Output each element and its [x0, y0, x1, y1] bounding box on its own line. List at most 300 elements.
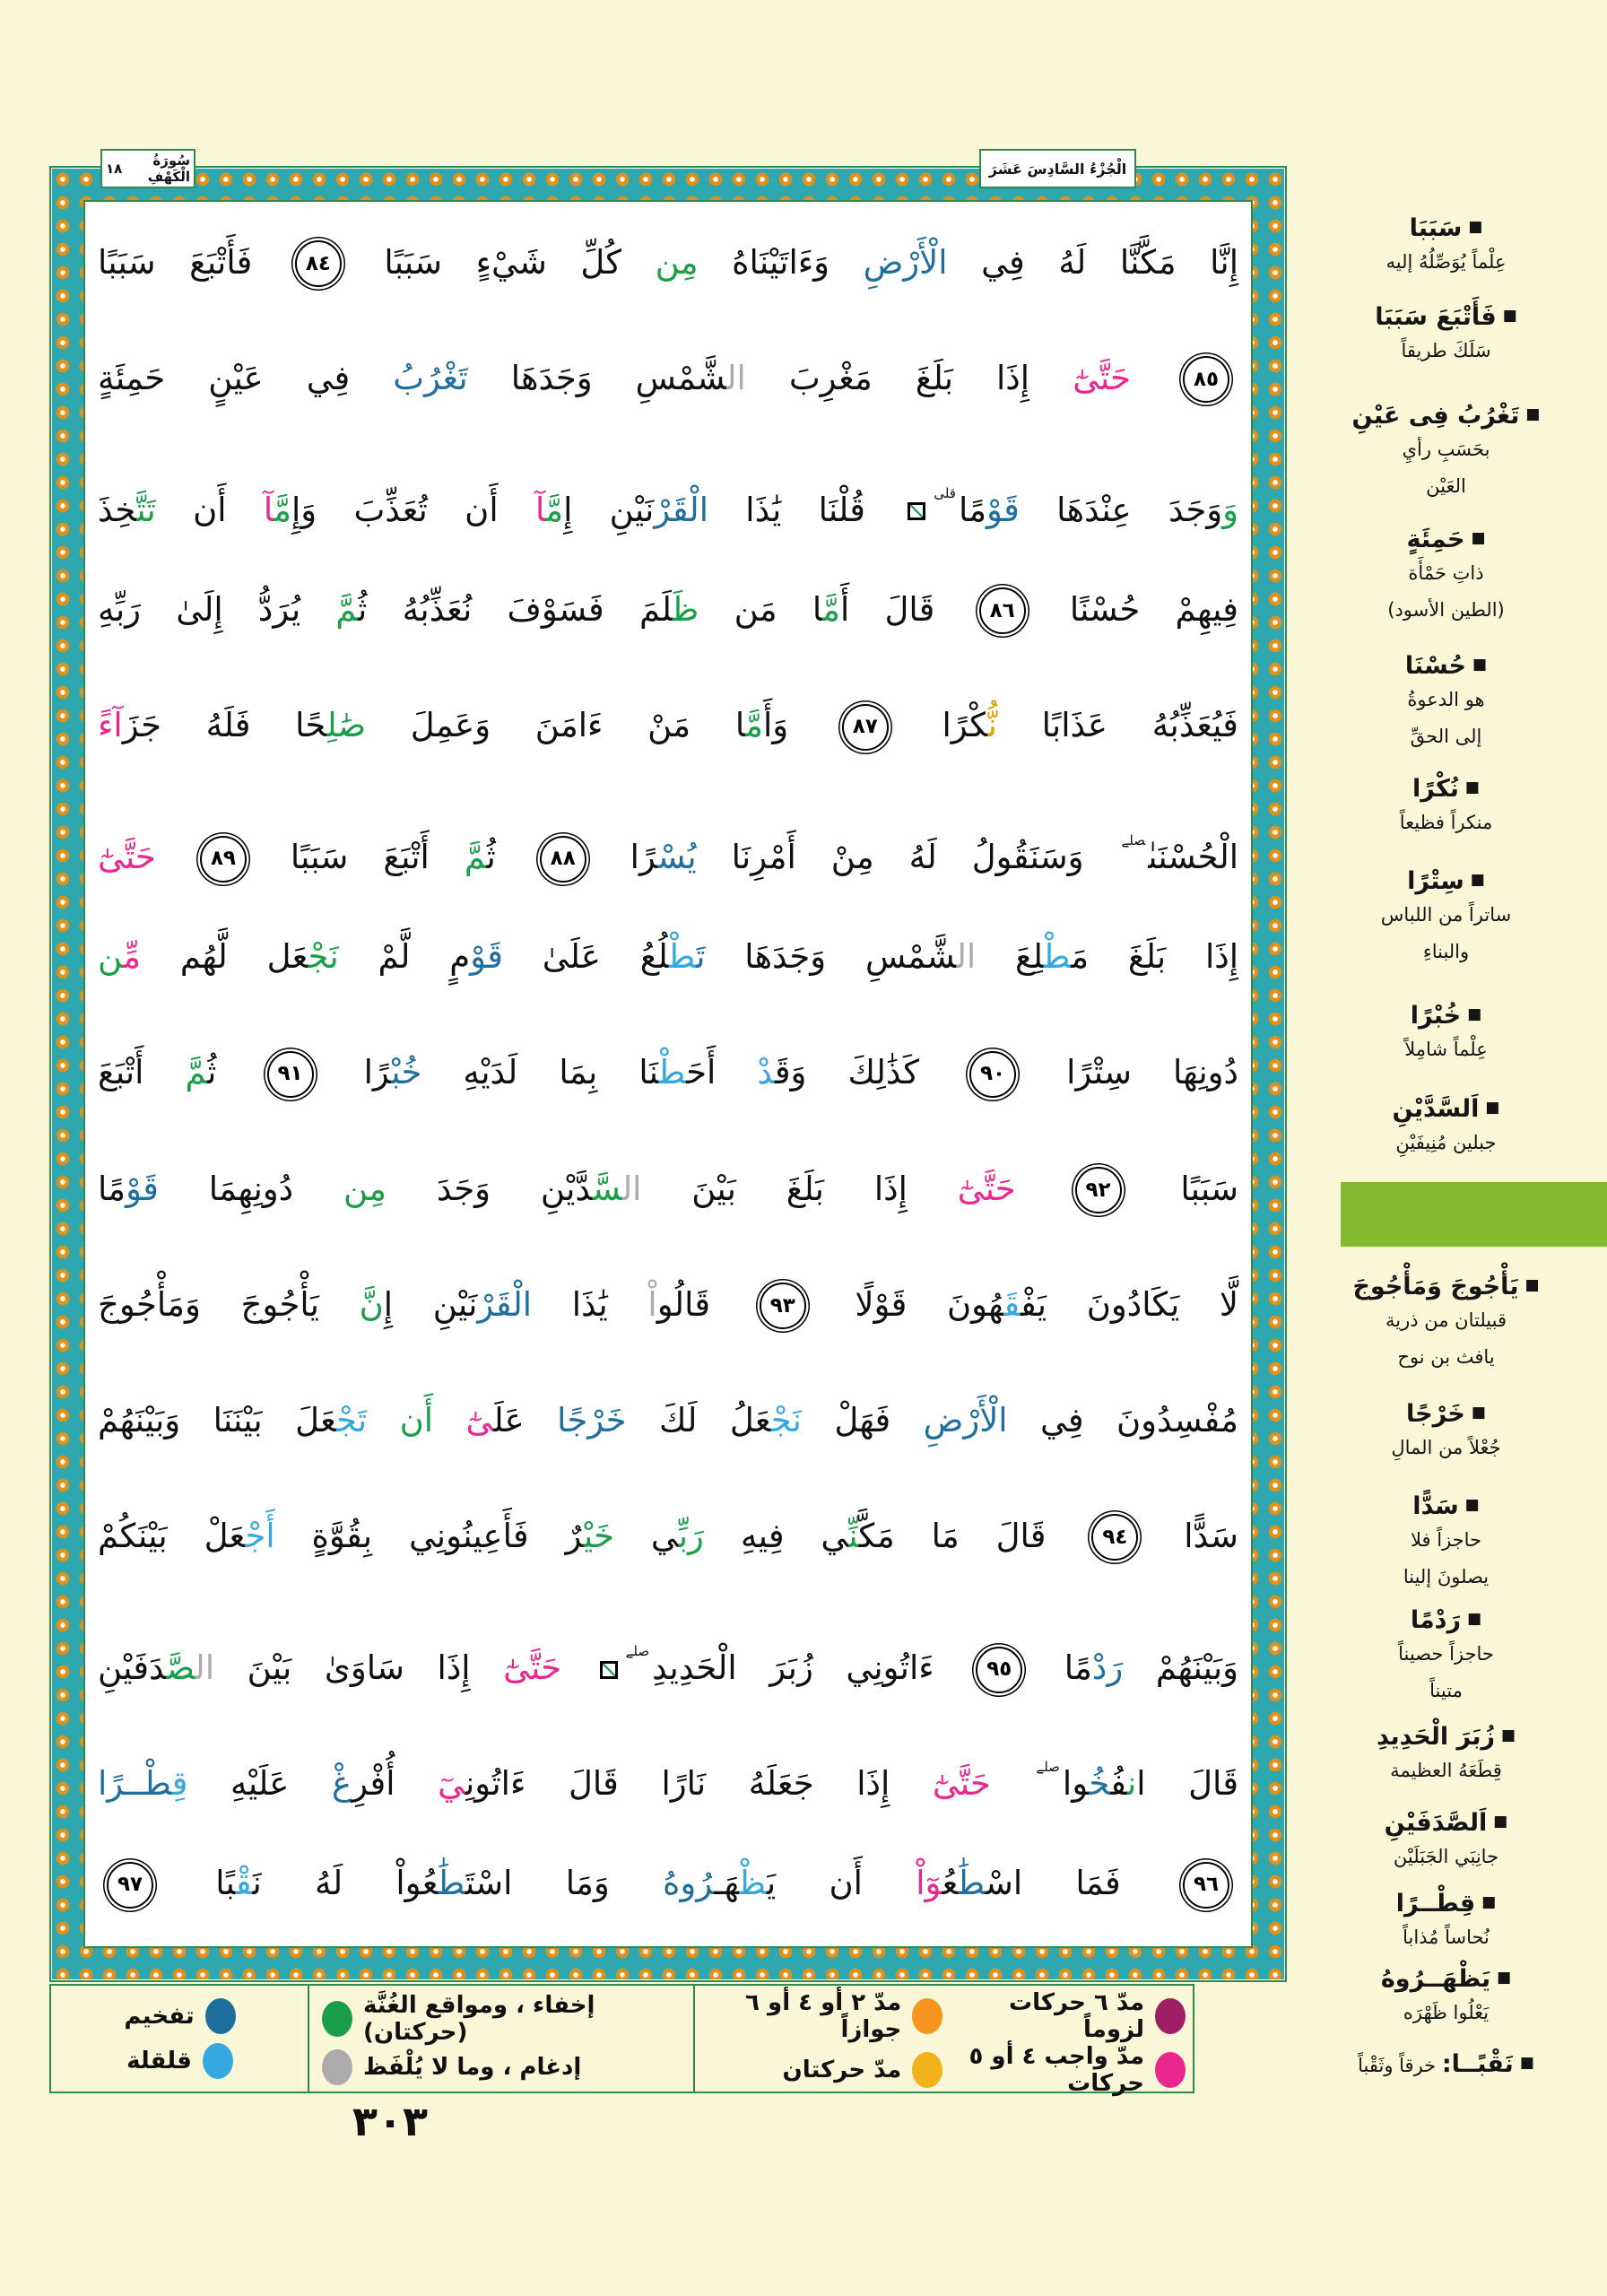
page-number: ٣٠٣ — [352, 2097, 429, 2145]
quran-text-segment — [991, 1764, 1034, 1803]
quran-line — [98, 438, 1238, 552]
juz-title: الْجُزْءُ السَّادِسَ عَشَرَ — [988, 160, 1127, 178]
square-bullet-icon: ■ — [1471, 529, 1486, 547]
quran-text-segment: نَجْ — [770, 1400, 802, 1439]
legend-label: تفخيم — [124, 2003, 195, 2030]
quran-text-segment: تَغْرُبُ — [393, 358, 468, 397]
quran-text-segment: قَالَ مَا مَكَّ — [858, 1516, 1083, 1555]
quran-text-segment: قَالَ ا — [1136, 1764, 1238, 1804]
quran-text-segment: مَّ — [464, 838, 487, 877]
margin-note-definition: العَيْن — [1426, 474, 1466, 497]
legend-row — [59, 1998, 300, 2034]
quran-text-segment: لَمَ فَسَوْفَ نُعَذِّبُهُ ثُ — [358, 589, 673, 629]
margin-note — [1291, 1808, 1601, 1875]
pause-mark: قلى — [934, 484, 956, 501]
quran-text-segment: غْ — [332, 1764, 352, 1804]
ayah-number-badge: ٩٢ — [1075, 1167, 1122, 1213]
ayah-number-badge: ٨٤ — [295, 240, 342, 287]
quran-text-segment: مِن — [343, 1169, 387, 1208]
quran-text-segment: أَحَ — [686, 1053, 758, 1092]
margin-note — [1291, 1722, 1601, 1789]
quran-text-segment: ن — [98, 937, 124, 977]
quran-text-segment: طْ — [1043, 937, 1072, 977]
quran-text-segment: قَوْ — [470, 937, 503, 977]
margin-note-definition: حاجزاً حصيناً — [1398, 1642, 1494, 1665]
margin-note — [1291, 1964, 1601, 2031]
quran-text-segment: كَذَٰلِكَ وَقَ — [774, 1053, 961, 1092]
ayah-number-badge: ٨٧ — [842, 704, 889, 751]
quran-text-segment: مٍ لَّمْ — [338, 937, 471, 977]
quran-text-segment: الْحُسْنَىٰ — [1148, 838, 1238, 877]
quran-text-segment: قَالُو — [656, 1284, 751, 1324]
quran-text-segment: أُفْرِ — [352, 1764, 439, 1804]
margin-note-definition: جبلين مُنِيفَيْنِ — [1395, 1131, 1497, 1153]
quran-text-segment: آءً — [98, 706, 123, 745]
quran-text-segment: دَفَيْنِ — [98, 1648, 167, 1688]
margin-note-term: ■نَقْبًــا: خرقاً وثَقْباً — [1358, 2050, 1534, 2078]
quran-text-segment: حَتَّىٰٓ — [1073, 358, 1131, 397]
quran-text-segment: ىٰٓ — [465, 1400, 494, 1439]
quran-text-segment: عُ — [942, 1864, 959, 1903]
quran-text-segment: فَأَتْبَعَ سَبَبًا — [98, 242, 286, 282]
quran-line — [98, 669, 1238, 784]
quran-text-segment: يٓ — [438, 1764, 465, 1804]
margin-note-definition: ساتراً من اللباس — [1380, 903, 1512, 926]
quran-text-segment: مَّ — [545, 490, 564, 529]
legend-label: قلقلة — [126, 2048, 192, 2074]
quran-text-segment: فِي عَيْنٍ حَمِئَةٍ — [98, 358, 394, 397]
margin-note-term: ■سَبَبَا — [1409, 214, 1483, 242]
quran-text-segment: هُونَ قَوْلًا — [814, 1284, 1004, 1324]
pause-mark: صلے — [1036, 1759, 1060, 1776]
margin-note-term: ■اَلسَّدَّيْنِ — [1392, 1095, 1500, 1123]
legend-row — [702, 1989, 1186, 2043]
quran-text-segment: الْقَرْ — [477, 1284, 533, 1324]
hizb-square-mark — [908, 502, 925, 520]
margin-note-definition: متيناً — [1429, 1679, 1463, 1701]
quran-text-segment: خَيْ — [583, 1516, 614, 1555]
ayah-number-badge: ٩١ — [267, 1051, 314, 1098]
quran-text-segment: مَّ — [274, 490, 291, 529]
margin-note-definition: جُعْلاً من المالِ — [1391, 1436, 1501, 1458]
quran-line — [98, 1248, 1238, 1363]
margin-note-definition: سَلَكَ طريقاً — [1401, 339, 1491, 361]
margin-note-definition: عِلْماً شامِلاً — [1404, 1038, 1488, 1060]
legend-row — [59, 2043, 300, 2079]
quran-text-segment: كْرًا — [897, 706, 988, 745]
quran-text-segment: آ — [534, 490, 546, 529]
quran-text-segment: ءَاتُونِي زُبَرَ الْحَدِيدِ — [652, 1648, 968, 1688]
quran-text-segment: قُلْنَا يَٰذَا — [708, 490, 903, 529]
margin-note — [1291, 1001, 1601, 1068]
quran-text-segment: إِذَا جَعَلَهُ نَارًا قَالَ ءَاتُونِ — [465, 1764, 933, 1804]
quran-text-segment: رَبِّ — [678, 1516, 704, 1555]
square-bullet-icon: ■ — [1485, 1099, 1500, 1117]
ornamental-border-frame — [49, 166, 1287, 1982]
margin-note-term: ■سِتْرًا — [1407, 867, 1485, 895]
ayah-number-badge: ٨٦ — [979, 587, 1026, 634]
legend-row — [702, 2043, 1186, 2097]
square-bullet-icon: ■ — [1525, 405, 1541, 423]
ayah-number-badge: ٩٥ — [976, 1647, 1022, 1693]
legend-color-dot — [912, 2052, 942, 2088]
margin-note-definition: (الطين الأسود) — [1387, 598, 1505, 621]
legend-color-dot — [1155, 1998, 1186, 2034]
margin-note — [1291, 525, 1601, 629]
legend-label: مدّ حركتان — [782, 2057, 902, 2083]
quran-text-segment: ال — [726, 358, 746, 397]
margin-note-term: ■نُكْرًا — [1412, 775, 1480, 803]
square-bullet-icon: ■ — [1468, 218, 1483, 236]
quran-text-segment: الْأَرْضِ — [863, 242, 948, 282]
quran-line — [98, 206, 1238, 321]
margin-note — [1291, 866, 1601, 970]
surah-title: سُورَةُ الْكَهْفِ — [147, 152, 190, 185]
margin-note-term: ■خُبْرًا — [1410, 1002, 1482, 1030]
margin-note — [1291, 1272, 1601, 1376]
quran-text-segment: خَرْ — [587, 1400, 627, 1439]
quran-text-segment: طَٰ — [958, 1864, 986, 1903]
ayah-number-badge: ٨٥ — [1183, 356, 1229, 403]
quran-text-segment: دْ — [757, 1053, 775, 1092]
margin-note-term: ■رَدْمًا — [1410, 1606, 1482, 1634]
quran-text-segment: شَّمْسِ وَجَدَهَا — [705, 937, 957, 977]
quran-text-segment: هَـ — [714, 1864, 740, 1903]
quran-text-segment: أَتْبَعَ سَبَبًا — [255, 838, 465, 877]
quran-lines-container — [98, 205, 1238, 1943]
square-bullet-icon: ■ — [1464, 1496, 1480, 1514]
quran-text-segment: مَّ — [745, 706, 763, 745]
legend-row — [317, 1992, 686, 2046]
legend-item — [124, 1998, 235, 2034]
margin-note-term: ■فَأَتْبَعَ سَبَبَا — [1375, 303, 1517, 331]
ayah-number-badge: ٩٦ — [1183, 1862, 1229, 1909]
margin-note-definition: إلى الحقِّ — [1410, 725, 1482, 747]
quran-text-segment: قَالَ أَ — [839, 589, 970, 629]
quran-text-segment: وَأَ — [762, 706, 833, 745]
quran-text-segment: حَتَّىٰٓ — [932, 1764, 991, 1804]
margin-note-term: ■حُسْنَا — [1404, 652, 1488, 680]
quran-text-segment: وَ — [1222, 490, 1238, 529]
quran-text-segment: سَّ — [592, 1169, 622, 1208]
quran-text-segment: مَّ — [335, 589, 359, 629]
quran-line — [98, 1016, 1238, 1131]
margin-note-term: ■زُبَرَ الْحَدِيدِ — [1376, 1723, 1516, 1751]
quran-text-segment: وَبَيْنَهُمْ — [1123, 1648, 1238, 1688]
quran-text-segment: يُرَدُّ إِلَىٰ رَبِّهِ — [98, 589, 336, 629]
quran-text-segment: صَٰلِ — [326, 706, 366, 745]
legend-color-dot — [205, 1998, 236, 2034]
margin-note-definition: عِلْماً يُوَصِّلُهُ إليه — [1385, 250, 1507, 273]
ayah-number-badge: ٨٨ — [540, 836, 586, 883]
quran-text-segment: حَتَّىٰٓ — [957, 1169, 1016, 1208]
quran-text-segment: إِنَّا مَكَّنَّا لَهُ فِي — [947, 242, 1238, 282]
quran-text-segment: عَل لَّهُم — [141, 937, 308, 977]
legend-cell-ghunnah-idgham — [308, 1986, 693, 2092]
margin-note-definition: يصلونَ إلينا — [1403, 1565, 1490, 1587]
legend-item — [711, 2052, 943, 2088]
margin-note — [1291, 1889, 1601, 1956]
hizb-square-mark — [600, 1661, 618, 1679]
pause-mark: صلے — [1121, 832, 1146, 849]
quran-text-segment: خِذَ — [98, 490, 137, 529]
legend-cell-madd-rules — [693, 1986, 1193, 2097]
quran-text-segment: مِّ — [123, 937, 141, 977]
quran-text-segment: طَٰ — [438, 1864, 466, 1903]
quran-text-segment: مًا — [958, 490, 987, 529]
quran-text-segment: سَدًّا — [1147, 1516, 1238, 1555]
quran-text-segment: مًا — [98, 1169, 126, 1208]
legend-row — [317, 2049, 686, 2085]
margin-note-definition: منكراً فظيعاً — [1399, 811, 1493, 833]
surah-title-box — [100, 149, 195, 188]
legend-label: مدّ ٦ حركات لزوماً — [1008, 1989, 1144, 2043]
quran-text-segment: الْأَرْضِ — [923, 1400, 1008, 1439]
margin-note — [1291, 1094, 1601, 1161]
quran-text-segment: وَءَاتَيْنَاهُ — [698, 242, 864, 282]
margin-note-definition: قبيلتان من ذرية — [1385, 1309, 1507, 1331]
quran-text-segment: طْــرًا — [98, 1764, 172, 1804]
ayah-number-badge: ٩٧ — [107, 1862, 153, 1909]
square-bullet-icon: ■ — [1493, 1813, 1508, 1831]
margin-note-term: ■يَظْهَــرُوهُ — [1380, 1965, 1512, 1993]
quran-text-segment: ي — [613, 1516, 679, 1555]
quran-text-segment: قَوْ — [986, 490, 1020, 529]
quran-text-segment: نَا بِمَا لَدَيْهِ — [421, 1053, 659, 1092]
quran-text-segment: ثُ — [207, 1053, 258, 1092]
margin-note-term: ■اَلصَّدَفَيْنِ — [1384, 1809, 1508, 1837]
quran-text-segment: كُلِّ شَيْءٍ سَبَبًا — [350, 242, 656, 282]
quran-text-segment: نِّ — [848, 1516, 859, 1555]
quran-text-segment: وَسَنَقُولُ لَهُ مِنْ أَمْرِنَا — [696, 838, 1119, 877]
quran-text-segment: أَن تُعَذِّبَ وَإِ — [291, 490, 535, 529]
quran-text-segment: فَمَا اسْ — [985, 1864, 1175, 1903]
quran-text-segment: نَيْنِ إِ — [563, 490, 655, 529]
quran-text-segment: عُوا — [395, 1864, 439, 1903]
quran-text-segment: بًا — [162, 1864, 236, 1903]
quran-text-segment: حَتَّىٰٓ — [98, 838, 156, 877]
quran-text-segment: نَجْ — [308, 937, 339, 977]
quran-line — [98, 785, 1238, 900]
quran-text-segment: ي فِيهِ — [703, 1516, 849, 1555]
quran-text-segment: قِ — [171, 1764, 188, 1804]
quran-text-segment: أَجْ — [245, 1516, 275, 1555]
legend-item — [953, 1989, 1186, 2043]
quran-line — [98, 1596, 1238, 1710]
quran-text-segment: فُ — [1110, 1764, 1127, 1804]
margin-note — [1291, 213, 1601, 281]
margin-note-term: ■سَدًّا — [1412, 1492, 1480, 1520]
quran-text-segment: تَجْ — [335, 1400, 368, 1439]
quran-text-segment — [561, 1648, 595, 1687]
legend-item — [953, 2043, 1186, 2097]
quran-text-segment: ا مَن — [699, 589, 823, 629]
quran-text-segment: خُبْ — [391, 1053, 422, 1092]
margin-note-term: ■يَأْجُوجَ وَمَأْجُوجَ — [1352, 1273, 1540, 1300]
quran-text-segment: جًا — [557, 1400, 588, 1439]
legend-color-dot — [203, 2043, 233, 2079]
quran-text-segment: قْ — [235, 1864, 253, 1903]
quran-text-segment: لُعُ عَلَىٰ — [502, 937, 669, 977]
ayah-number-badge: ٩٠ — [969, 1051, 1016, 1098]
quran-text-segment: دُونِهِمَا — [158, 1169, 344, 1208]
green-highlight-bar — [1341, 1182, 1607, 1247]
quran-text-segment: نَّ — [359, 1284, 384, 1324]
legend-label: إخفاء ، ومواقع الغُنَّة (حركتان) — [363, 1992, 595, 2047]
square-bullet-icon: ■ — [1502, 307, 1517, 325]
margin-note — [1291, 401, 1601, 505]
quran-text-segment — [1131, 359, 1174, 397]
quran-line — [98, 900, 1238, 1015]
quran-text-segment: عَلْ بَيْنَكُمْ — [98, 1516, 246, 1555]
quran-line — [98, 1364, 1238, 1479]
quran-text-segment: نُّ — [987, 706, 997, 745]
quran-text-segment: ال — [195, 1648, 215, 1688]
quran-text-segment: وَجَدَ عِنْدَهَا — [1019, 490, 1223, 529]
quran-text-segment: إِذَا بَلَغَ مَ — [1071, 937, 1238, 977]
legend-item — [322, 1992, 686, 2046]
legend-item — [322, 2049, 581, 2085]
legend-color-dot — [912, 1998, 942, 2034]
quran-text-segment: وٓا — [916, 1864, 942, 1903]
margin-note-definition: نُحاساً مُذاباً — [1403, 1926, 1490, 1948]
quran-text-segment: نَ — [252, 1864, 262, 1903]
margin-note — [1291, 302, 1601, 370]
margin-note-definition: هو الدعوةُ — [1407, 688, 1485, 710]
margin-note-definition: بحَسَبِ رأيِ — [1402, 438, 1490, 460]
margin-note-term: ■خَرْجًا — [1406, 1400, 1486, 1428]
margin-note-definition: قِطَعَهُ العظيمة — [1390, 1759, 1502, 1781]
legend-cell-tafkhim-qalqala — [52, 1986, 308, 2092]
quran-line — [98, 1480, 1238, 1595]
quran-text-segment: إِذَا بَلَغَ بَيْنَ — [641, 1169, 958, 1208]
square-bullet-icon: ■ — [1464, 778, 1480, 796]
quran-text-segment: ظَ — [672, 589, 699, 629]
square-bullet-icon: ■ — [1467, 1610, 1482, 1628]
quran-text-segment: صَّ — [166, 1648, 195, 1688]
quran-text-segment: ا مَنْ ءَامَنَ وَعَمِلَ — [366, 706, 746, 745]
quran-line — [98, 1133, 1238, 1248]
surah-number: ١٨ — [106, 161, 123, 177]
quran-text-segment — [1016, 1170, 1066, 1208]
quran-text-segment — [156, 838, 191, 876]
square-bullet-icon: ■ — [1497, 1969, 1512, 1987]
quran-text-segment: مِن — [655, 242, 699, 282]
square-bullet-icon: ■ — [1467, 1005, 1482, 1023]
quran-line — [98, 322, 1238, 437]
quran-text-segment: يُسْ — [657, 838, 697, 877]
quran-text-segment: لِعَ — [976, 937, 1044, 977]
quran-text-panel — [83, 200, 1253, 1948]
quran-text-segment: فِيهِمْ حُسْنًا — [1034, 589, 1238, 629]
quran-text-segment: حًا فَلَهُ جَزَ — [122, 706, 327, 745]
margin-note — [1291, 1605, 1601, 1709]
legend-color-dot — [322, 2001, 352, 2037]
square-bullet-icon: ■ — [1481, 1893, 1497, 1911]
quran-text-segment: ال — [621, 1169, 642, 1208]
quran-text-segment: شَّمْسِ وَجَدَهَا — [467, 358, 727, 397]
legend-item — [711, 1989, 943, 2043]
quran-text-segment: رًا — [595, 838, 658, 877]
margin-note-definition: حاجزاً فلا — [1410, 1528, 1482, 1551]
quran-text-segment: أَن — [367, 1400, 466, 1439]
quran-text-segment: مًا — [1031, 1648, 1092, 1688]
quran-text-segment: مَّ — [185, 1053, 208, 1092]
ayah-number-badge: ٨٩ — [200, 836, 247, 883]
quran-text-segment: ن — [1126, 1764, 1137, 1804]
quran-text-segment: يَأْجُوجَ وَمَأْجُوجَ — [98, 1284, 360, 1324]
ayah-number-badge: ٩٣ — [760, 1283, 806, 1329]
juz-title-box — [979, 149, 1136, 188]
square-bullet-icon: ■ — [1519, 2054, 1534, 2072]
quran-text-segment: عَلَ — [493, 1400, 558, 1439]
quran-text-segment: رٌ فَأَعِينُونِي بِقُوَّةٍ — [274, 1516, 584, 1555]
quran-text-segment: قَ — [1003, 1284, 1021, 1324]
margin-note-definition: والبناءِ — [1422, 940, 1470, 962]
quran-text-segment: لَهُ — [261, 1864, 396, 1903]
quran-text-segment: نَيْنِ إِ — [383, 1284, 478, 1324]
quran-text-segment: سَبَبًا — [1130, 1169, 1239, 1208]
quran-text-segment: رَدْ — [1091, 1648, 1124, 1688]
margin-note — [1291, 1399, 1601, 1466]
margin-glossary — [1291, 0, 1601, 2296]
quran-text-segment: الْقَرْ — [654, 490, 708, 529]
quran-text-segment: رُوهُ — [662, 1864, 715, 1903]
quran-line — [98, 553, 1238, 668]
ayah-number-badge: ٩٤ — [1091, 1514, 1138, 1561]
margin-note-definition: يَعْلُوا ظَهْرَه — [1403, 2001, 1490, 2023]
quran-text-segment: طْ — [658, 1053, 687, 1092]
quran-text-segment: إِذَا بَلَغَ مَغْرِبَ — [745, 358, 1073, 397]
quran-text-segment: عَلَيْهِ — [187, 1764, 333, 1804]
quran-text-segment: وا — [1062, 1764, 1090, 1804]
margin-note-definition: يافث بن نوح — [1397, 1345, 1495, 1368]
margin-note-term: ■تَغْرُبُ فِى عَيْنِ — [1351, 402, 1541, 430]
quran-text-segment: دَّيْنِ وَجَدَ — [387, 1169, 593, 1208]
legend-label: مدّ ٢ أو ٤ أو ٦ جوازاً — [745, 1989, 902, 2043]
quran-line — [98, 1711, 1238, 1826]
quran-text-segment: اْ — [647, 1284, 657, 1324]
quran-line — [98, 1827, 1238, 1942]
legend-color-dot — [1155, 2052, 1186, 2088]
margin-note-definition: خرقاً وثَقْباً — [1358, 2055, 1442, 2076]
quran-text-segment: ظْ — [739, 1864, 767, 1903]
quran-text-segment: طْ — [668, 937, 697, 977]
quran-text-segment: رًا — [322, 1053, 392, 1092]
quran-text-segment: عَلُ لَكَ — [626, 1400, 771, 1439]
quran-text-segment: تَتَّ — [136, 490, 156, 529]
quran-text-segment: وَمَا اسْتَ — [465, 1864, 663, 1903]
square-bullet-icon: ■ — [1472, 656, 1488, 674]
quran-text-segment: أَن يَ — [766, 1864, 916, 1903]
margin-note-definition: ذاتِ حَمْأَة — [1408, 561, 1484, 584]
quran-text-segment: عَلَ بَيْنَنَا وَبَيْنَهُمْ — [98, 1400, 336, 1439]
quran-text-segment: أَن — [155, 490, 264, 529]
quran-text-segment: أَتْبَعَ — [98, 1053, 186, 1092]
quran-text-segment: فَيُعَذِّبُهُ عَذَابًا — [996, 706, 1238, 745]
legend-color-dot — [322, 2049, 352, 2085]
quran-text-segment: قَوْ — [126, 1169, 159, 1208]
margin-note — [1291, 2049, 1601, 2080]
square-bullet-icon: ■ — [1470, 871, 1485, 889]
quran-text-segment: فَهَلْ — [801, 1400, 924, 1439]
quran-text-segment: مَّ — [822, 589, 840, 629]
quran-text-segment: آ — [263, 490, 274, 529]
quran-text-segment: دُونِهَا سِتْرًا — [1025, 1053, 1238, 1092]
square-bullet-icon: ■ — [1471, 1404, 1486, 1422]
square-bullet-icon: ■ — [1524, 1276, 1540, 1294]
legend-label: مدّ واجب ٤ أو ٥ حركات — [969, 2043, 1144, 2097]
